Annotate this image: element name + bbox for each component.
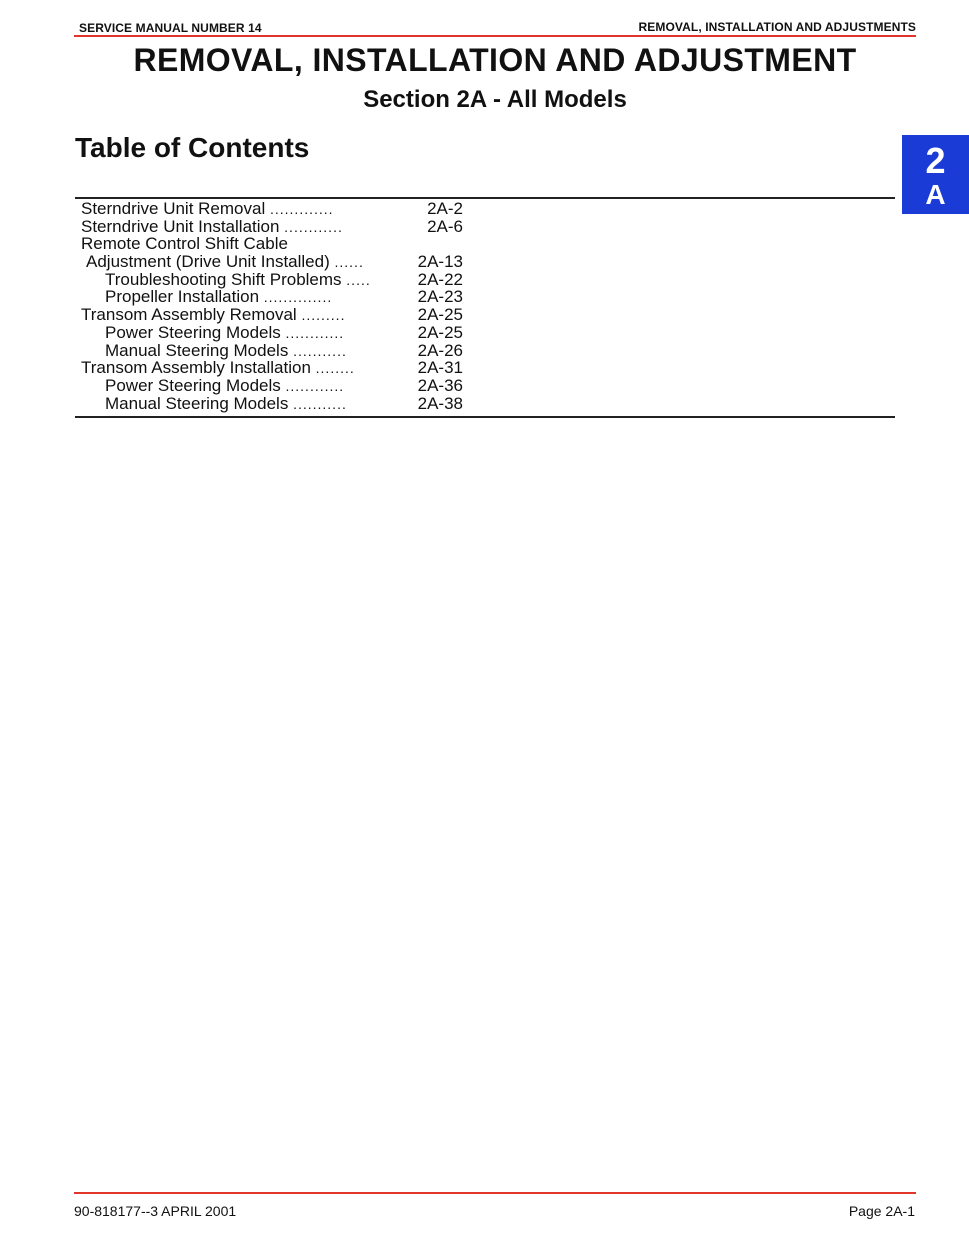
toc-entry xyxy=(81,235,481,253)
footer-doc-id: 90-818177--3 APRIL 2001 xyxy=(74,1203,237,1219)
toc-entry[interactable] xyxy=(81,218,481,236)
toc-entry[interactable] xyxy=(81,395,481,413)
toc-entry-page: 2A-22 xyxy=(417,269,463,289)
toc-entry-title: Adjustment (Drive Unit Installed) xyxy=(86,252,330,272)
toc-entry-leader: ......... xyxy=(301,307,346,324)
toc-list xyxy=(81,200,481,412)
toc-entry-leader: ............ xyxy=(285,324,345,341)
toc-entry-title: Remote Control Shift Cable xyxy=(81,234,288,254)
toc-entry-page: 2A-6 xyxy=(427,216,463,236)
toc-entry[interactable] xyxy=(81,253,481,271)
toc-entry[interactable] xyxy=(81,200,481,218)
toc-entry-title: Sterndrive Unit Removal xyxy=(81,199,266,218)
running-header-right: REMOVAL, INSTALLATION AND ADJUSTMENTS xyxy=(638,20,916,34)
toc-entry-leader: ........ xyxy=(315,360,355,377)
section-tab-letter: A xyxy=(925,179,946,210)
footer-page-number: Page 2A-1 xyxy=(848,1203,915,1219)
footer-divider xyxy=(74,1192,916,1194)
toc-entry[interactable] xyxy=(81,359,481,377)
toc-entry-page: 2A-2 xyxy=(427,199,463,218)
toc-entry[interactable] xyxy=(81,377,481,395)
toc-entry-page: 2A-26 xyxy=(417,340,463,360)
toc-entry-title: Propeller Installation xyxy=(105,287,260,307)
toc-entry[interactable] xyxy=(81,288,481,306)
toc-entry-title: Sterndrive Unit Installation xyxy=(81,216,280,236)
toc-entry-page: 2A-36 xyxy=(417,375,463,395)
toc-entry-title: Manual Steering Models xyxy=(105,340,289,360)
toc-entry-leader: ..... xyxy=(346,271,371,288)
toc-entry-leader: ............ xyxy=(285,377,345,394)
toc-entry[interactable] xyxy=(81,306,481,324)
toc-entry-page: 2A-13 xyxy=(417,252,463,272)
toc-entry-title: Power Steering Models xyxy=(105,375,281,395)
toc-entry-page: 2A-31 xyxy=(417,358,463,378)
toc-entry-page: 2A-25 xyxy=(417,322,463,342)
toc-entry[interactable] xyxy=(81,342,481,360)
toc-entry-leader: ............. xyxy=(269,201,334,217)
toc-entry-leader: ........... xyxy=(293,342,347,359)
toc-entry-leader: ........... xyxy=(293,395,347,412)
section-tab xyxy=(902,135,969,214)
section-subtitle: Section 2A - All Models xyxy=(363,86,627,113)
toc-entry-title: Transom Assembly Installation xyxy=(81,358,311,378)
toc-entry[interactable] xyxy=(81,324,481,342)
toc-heading: Table of Contents xyxy=(75,132,310,163)
toc-entry-title: Troubleshooting Shift Problems xyxy=(105,269,342,289)
toc-entry[interactable] xyxy=(81,271,481,289)
toc-bottom-rule xyxy=(75,416,895,418)
toc-entry-page: 2A-23 xyxy=(417,287,463,307)
toc-entry-page: 2A-25 xyxy=(417,305,463,325)
page-title: REMOVAL, INSTALLATION AND ADJUSTMENT xyxy=(133,42,857,78)
toc-entry-leader: ............ xyxy=(284,218,343,235)
toc-entry-title: Power Steering Models xyxy=(105,322,281,342)
running-header-left: SERVICE MANUAL NUMBER 14 xyxy=(79,21,262,35)
toc-entry-leader: .............. xyxy=(263,289,333,306)
toc-entry-title: Manual Steering Models xyxy=(105,393,289,413)
header-divider xyxy=(74,35,916,37)
toc-entry-page: 2A-38 xyxy=(417,393,463,413)
toc-entry-title: Transom Assembly Removal xyxy=(81,305,297,325)
section-tab-number: 2 xyxy=(925,140,946,181)
toc-entry-leader: ...... xyxy=(334,254,364,271)
